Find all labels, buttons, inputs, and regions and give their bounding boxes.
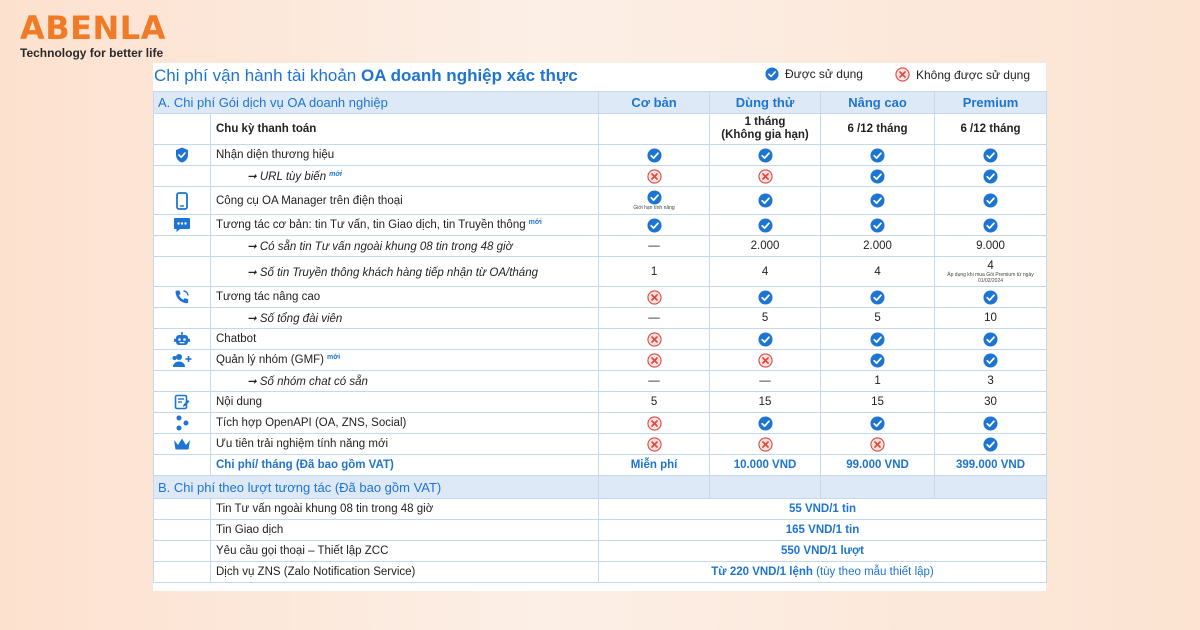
row-label: Tích hợp OpenAPI (OA, ZNS, Social): [211, 413, 599, 434]
row-label: Tin Giao dịch: [211, 520, 599, 541]
check-icon: [983, 332, 998, 347]
share-icon: [174, 415, 190, 431]
row-label: Tương tác nâng cao: [211, 287, 599, 308]
table-row: Nội dung 5 15 15 30: [154, 392, 1047, 413]
table-row: [154, 114, 1047, 145]
plan-trial: Dùng thử: [710, 92, 821, 114]
check-icon: [758, 332, 773, 347]
check-icon: [983, 290, 998, 305]
broadcast-premium: 4 Áp dụng khi mua Gói Premium từ ngày 01/02/2024: [935, 257, 1047, 287]
page-title: [154, 66, 578, 86]
check-icon: [983, 169, 998, 184]
table-row: [154, 499, 1047, 520]
cross-icon: [647, 290, 662, 305]
table-row: [154, 329, 1047, 350]
table-row: [154, 520, 1047, 541]
table-row: ➞ Có sẵn tin Tư vấn ngoài khung 08 tin trong 48 giờ — 2.000 2.000 9.000: [154, 236, 1047, 257]
oa-manager-basic: [599, 187, 710, 215]
check-icon: [870, 193, 885, 208]
table-row: [154, 562, 1047, 583]
check-icon: [765, 67, 779, 81]
row-label: ➞ Số tin Truyền thông khách hàng tiếp nhận từ OA/tháng: [211, 257, 599, 287]
check-icon: [983, 193, 998, 208]
pricing-card: [153, 63, 1046, 591]
phone-icon: [176, 192, 188, 210]
check-icon: [983, 218, 998, 233]
cycle-premium: 6 /12 tháng: [935, 114, 1047, 145]
cross-icon: [647, 353, 662, 368]
table-row: [154, 145, 1047, 166]
row-label: Chatbot: [211, 329, 599, 350]
table-row: [154, 541, 1047, 562]
legend-yes: [765, 67, 863, 81]
row-value: 55 VND/1 tin: [599, 499, 1047, 520]
phone-call-icon: [174, 289, 190, 305]
new-badge: mới: [528, 219, 542, 226]
cross-icon: [647, 169, 662, 184]
new-badge: mới: [327, 354, 341, 361]
table-row: ➞ Số tổng đài viên — 5 5 10: [154, 308, 1047, 329]
brand-name: ABENLA: [20, 9, 166, 47]
limited-note: Giới hạn tính năng: [633, 205, 675, 211]
brand-tagline: Technology for better life: [20, 46, 164, 60]
chat-icon: [173, 217, 191, 233]
title-row: [153, 63, 1046, 91]
pricing-table: [153, 91, 1047, 583]
title-bold: OA doanh nghiệp xác thực: [361, 66, 578, 85]
row-label: ➞ Số tổng đài viên: [211, 308, 599, 329]
legend-yes-label: Được sử dụng: [785, 67, 863, 81]
shield-check-icon: [175, 147, 189, 163]
row-label: Ưu tiên trải nghiệm tính năng mới: [211, 434, 599, 455]
row-label: Công cụ OA Manager trên điện thoại: [211, 187, 599, 215]
section-b-title: B. Chi phí theo lượt tương tác (Đã bao gồm VAT): [154, 476, 599, 499]
check-icon: [870, 218, 885, 233]
legend-no-label: Không được sử dụng: [916, 67, 1031, 82]
cost-trial: 10.000 VND: [710, 455, 821, 476]
row-label: Yêu cầu gọi thoại – Thiết lập ZCC: [211, 541, 599, 562]
table-row: [154, 215, 1047, 236]
crown-icon: [173, 437, 191, 451]
check-icon: [758, 290, 773, 305]
cross-icon: [895, 67, 910, 82]
group-add-icon: [172, 353, 192, 368]
cycle-trial: 1 tháng (Không gia hạn): [710, 114, 821, 145]
check-icon: [758, 193, 773, 208]
row-label: ➞ Có sẵn tin Tư vấn ngoài khung 08 tin trong 48 giờ: [211, 236, 599, 257]
section-b-header: [154, 476, 1047, 499]
cycle-label: Chu kỳ thanh toán: [211, 114, 599, 145]
row-label: Quản lý nhóm (GMF) $^{mới}$: [211, 350, 599, 371]
check-icon: [870, 169, 885, 184]
plan-advanced: Nâng cao: [821, 92, 935, 114]
table-row: [154, 350, 1047, 371]
legend-no: [895, 67, 1030, 82]
new-badge: mới: [329, 171, 342, 178]
table-row: [154, 187, 1047, 215]
check-icon: [758, 148, 773, 163]
check-icon: [983, 353, 998, 368]
check-icon: [983, 416, 998, 431]
row-value: Từ 220 VND/1 lệnh (tùy theo mẫu thiết lập): [599, 562, 1047, 583]
row-label: ➞ URL tùy biến $^{mới}$: [211, 166, 599, 187]
check-icon: [870, 332, 885, 347]
row-value: 165 VND/1 tin: [599, 520, 1047, 541]
check-icon: [647, 190, 662, 205]
brand-logo: [20, 10, 166, 60]
cycle-advanced: 6 /12 tháng: [821, 114, 935, 145]
check-icon: [983, 437, 998, 452]
robot-icon: [174, 332, 190, 347]
title-prefix: Chi phí vận hành tài khoản: [154, 66, 357, 85]
cross-icon: [758, 353, 773, 368]
cross-icon: [870, 437, 885, 452]
check-icon: [870, 290, 885, 305]
check-icon: [758, 416, 773, 431]
plan-premium: Premium: [935, 92, 1047, 114]
cross-icon: [758, 437, 773, 452]
section-a-title: A. Chi phí Gói dịch vụ OA doanh nghiệp: [154, 92, 599, 114]
check-icon: [647, 218, 662, 233]
cost-row: [154, 455, 1047, 476]
row-label: ➞ Số nhóm chat có sẵn: [211, 371, 599, 392]
table-row: [154, 166, 1047, 187]
cross-icon: [647, 332, 662, 347]
check-icon: [870, 353, 885, 368]
row-label: Tương tác cơ bản: tin Tư vấn, tin Giao dịch, tin Truyền thông $^{mới}$: [211, 215, 599, 236]
cross-icon: [647, 416, 662, 431]
row-label: Nội dung: [211, 392, 599, 413]
table-row: [154, 287, 1047, 308]
premium-note: Áp dụng khi mua Gói Premium từ ngày 01/02/2024: [947, 271, 1034, 284]
table-row: ➞ Số nhóm chat có sẵn — — 1 3: [154, 371, 1047, 392]
table-row: [154, 413, 1047, 434]
notepad-icon: [174, 394, 190, 410]
check-icon: [870, 416, 885, 431]
cost-label: Chi phí/ tháng (Đã bao gồm VAT): [211, 455, 599, 476]
check-icon: [647, 148, 662, 163]
check-icon: [983, 148, 998, 163]
cost-basic: Miễn phí: [599, 455, 710, 476]
table-row: [154, 434, 1047, 455]
cost-advanced: 99.000 VND: [821, 455, 935, 476]
section-a-header: [154, 92, 1047, 114]
row-label: Nhận diện thương hiệu: [211, 145, 599, 166]
cost-premium: 399.000 VND: [935, 455, 1047, 476]
cross-icon: [758, 169, 773, 184]
row-value: 550 VND/1 lượt: [599, 541, 1047, 562]
check-icon: [870, 148, 885, 163]
table-row: ➞ Số tin Truyền thông khách hàng tiếp nhận từ OA/tháng 1 4 4 4 Áp dụng khi mua Gói Premium từ ngày 01/02/2024: [154, 257, 1047, 287]
row-label: Tin Tư vấn ngoài khung 08 tin trong 48 giờ: [211, 499, 599, 520]
check-icon: [758, 218, 773, 233]
row-label: Dịch vụ ZNS (Zalo Notification Service): [211, 562, 599, 583]
plan-basic: Cơ bản: [599, 92, 710, 114]
cross-icon: [647, 437, 662, 452]
